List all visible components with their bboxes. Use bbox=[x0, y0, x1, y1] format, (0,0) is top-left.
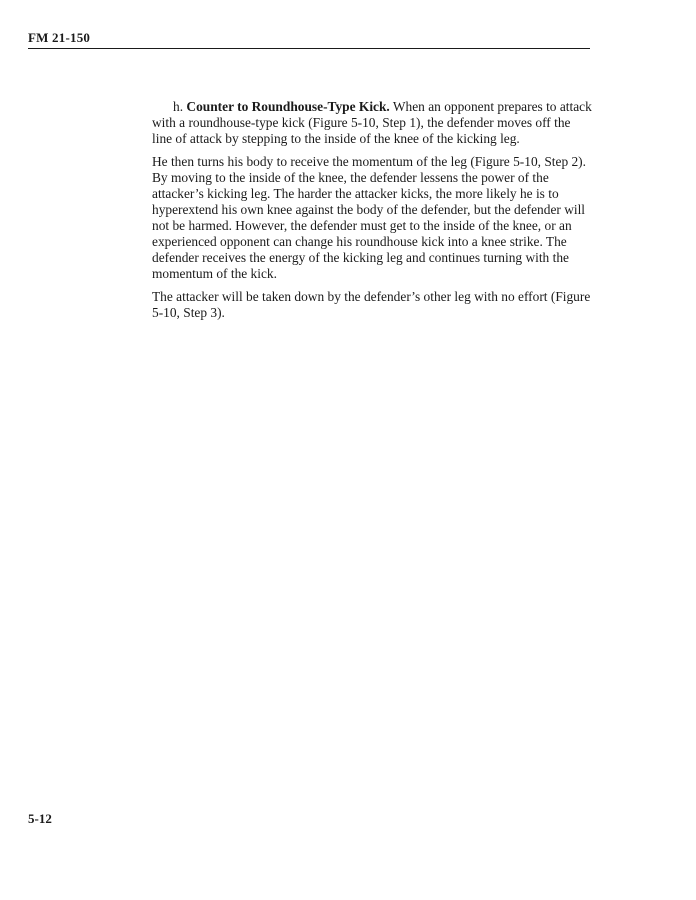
manual-title: FM 21-150 bbox=[28, 30, 91, 45]
page-header bbox=[28, 30, 590, 49]
paragraph-h-text: When an opponent prepares to attack with a roundhouse-type kick (Figure 5-10, Step 1), the defender moves off the line of attack by stepping to the inside of the knee of the kicking leg. bbox=[152, 99, 592, 146]
paragraph-label: h. bbox=[173, 99, 184, 114]
page-number: 5-12 bbox=[28, 811, 52, 826]
paragraph-2: He then turns his body to receive the momentum of the leg (Figure 5-10, Step 2). By moving to the inside of the knee, the defender lessens the power of the attacker’s kicking leg. The harder the attacker kicks, the more likely he is to hyperextend his own knee against the body of the defender, but the defender will not be harmed. However, the defender must get to the inside of the knee, or an experienced opponent can change his roundhouse kick into a knee strike. The defender receives the energy of the kicking leg and continues turning with the momentum of the kick. bbox=[152, 154, 586, 281]
paragraph-3: The attacker will be taken down by the defender’s other leg with no effort (Figure 5-10, Step 3). bbox=[152, 289, 591, 320]
body-text bbox=[152, 99, 592, 328]
paragraph-h bbox=[152, 99, 592, 147]
paragraph-heading: Counter to Roundhouse-Type Kick. bbox=[186, 99, 390, 114]
